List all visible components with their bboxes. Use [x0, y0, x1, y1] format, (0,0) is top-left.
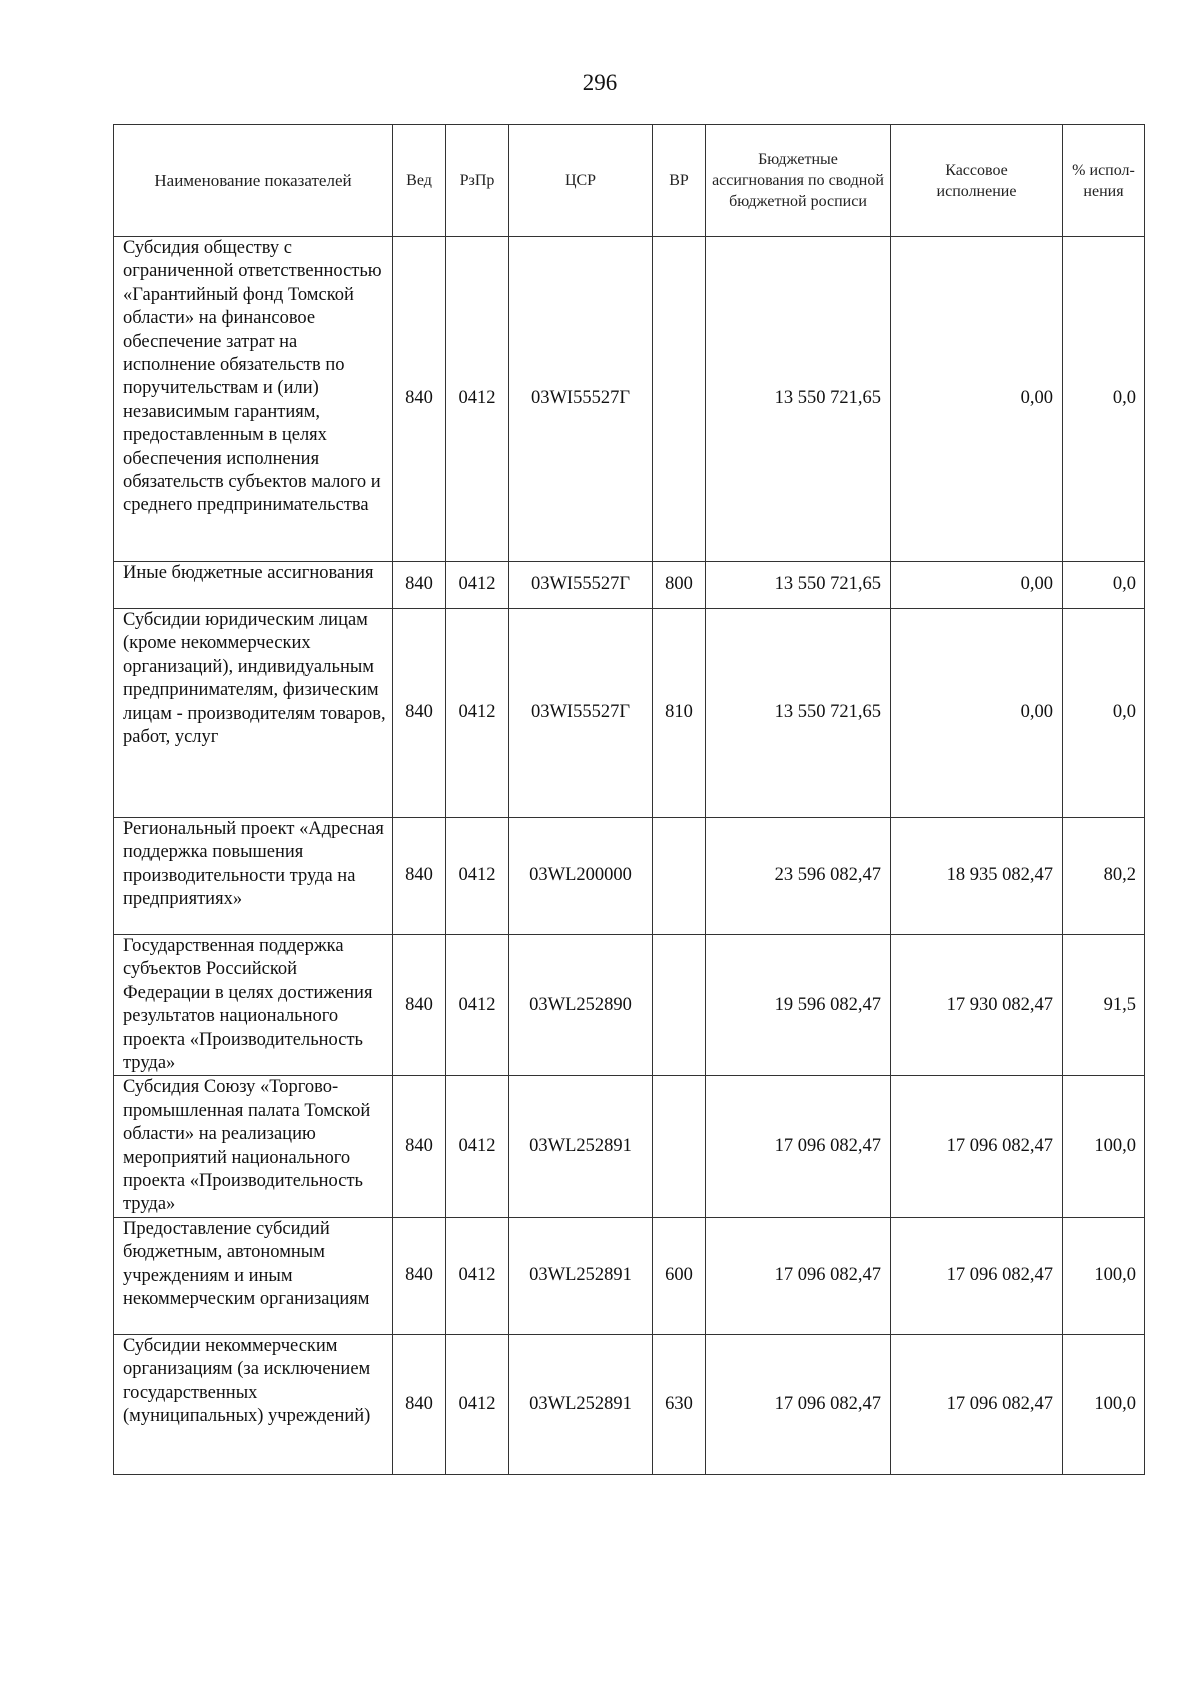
row-percent: 100,0: [1063, 1217, 1145, 1334]
row-cash-execution: 17 096 082,47: [891, 1334, 1063, 1474]
row-name: Субсидии юридическим лицам (кроме некоммерческих организаций), индивидуальным предпринимателям, физическим лицам - производителям товаров, работ, услуг: [114, 609, 393, 818]
header-rzpr: РзПр: [446, 125, 509, 237]
row-vr: 800: [653, 562, 706, 609]
row-assignments: 17 096 082,47: [706, 1076, 891, 1217]
row-ved: 840: [393, 1334, 446, 1474]
row-cash-execution: 17 096 082,47: [891, 1076, 1063, 1217]
table-header-row: [114, 125, 1145, 237]
row-assignments: 13 550 721,65: [706, 562, 891, 609]
row-vr: [653, 237, 706, 562]
row-name: Иные бюджетные ассигнования: [114, 562, 393, 609]
row-ved: 840: [393, 1076, 446, 1217]
row-vr: 630: [653, 1334, 706, 1474]
row-csr: 03WI55527Г: [509, 609, 653, 818]
row-csr: 03WI55527Г: [509, 237, 653, 562]
row-rzpr: 0412: [446, 609, 509, 818]
row-percent: 0,0: [1063, 609, 1145, 818]
row-cash-execution: 18 935 082,47: [891, 818, 1063, 935]
row-name: Субсидия обществу с ограниченной ответственностью «Гарантийный фонд Томской области» на финансовое обеспечение затрат на исполнение обязательств по поручительствам и (или) независимым гарантиям, предоставленным в целях обеспечения исполнения обязательств субъектов малого и среднего предпринимательства: [114, 237, 393, 562]
table-row: [114, 935, 1145, 1076]
row-name: Государственная поддержка субъектов Российской Федерации в целях достижения результатов национального проекта «Производительность труда»: [114, 935, 393, 1076]
row-rzpr: 0412: [446, 1334, 509, 1474]
row-percent: 80,2: [1063, 818, 1145, 935]
row-vr: [653, 818, 706, 935]
row-cash-execution: 0,00: [891, 237, 1063, 562]
row-vr: 600: [653, 1217, 706, 1334]
row-name: Предоставление субсидий бюджетным, автономным учреждениям и иным некоммерческим организациям: [114, 1217, 393, 1334]
table-row: [114, 818, 1145, 935]
row-ved: 840: [393, 818, 446, 935]
header-ved: Вед: [393, 125, 446, 237]
row-ved: 840: [393, 562, 446, 609]
table-row: [114, 609, 1145, 818]
row-csr: 03WI55527Г: [509, 562, 653, 609]
row-vr: [653, 1076, 706, 1217]
row-rzpr: 0412: [446, 818, 509, 935]
row-ved: 840: [393, 935, 446, 1076]
row-rzpr: 0412: [446, 1076, 509, 1217]
header-name: Наименование показателей: [114, 125, 393, 237]
row-percent: 0,0: [1063, 237, 1145, 562]
row-csr: 03WL252891: [509, 1217, 653, 1334]
row-cash-execution: 0,00: [891, 562, 1063, 609]
header-vr: ВР: [653, 125, 706, 237]
row-ved: 840: [393, 237, 446, 562]
table-row: [114, 237, 1145, 562]
row-percent: 91,5: [1063, 935, 1145, 1076]
row-assignments: 23 596 082,47: [706, 818, 891, 935]
header-assignments: Бюджетные ассигнования по сводной бюджетной росписи: [706, 125, 891, 237]
row-rzpr: 0412: [446, 935, 509, 1076]
row-rzpr: 0412: [446, 562, 509, 609]
row-csr: 03WL252891: [509, 1076, 653, 1217]
row-rzpr: 0412: [446, 237, 509, 562]
budget-execution-table: [113, 124, 1145, 1475]
row-csr: 03WL200000: [509, 818, 653, 935]
page-number: 296: [582, 70, 618, 95]
row-name: Субсидия Союзу «Торгово-промышленная палата Томской области» на реализацию мероприятий национального проекта «Производительность труда»: [114, 1076, 393, 1217]
row-assignments: 17 096 082,47: [706, 1334, 891, 1474]
table-row: [114, 1217, 1145, 1334]
row-ved: 840: [393, 609, 446, 818]
row-cash-execution: 0,00: [891, 609, 1063, 818]
row-assignments: 19 596 082,47: [706, 935, 891, 1076]
table-row: [114, 1334, 1145, 1474]
row-percent: 100,0: [1063, 1334, 1145, 1474]
row-assignments: 13 550 721,65: [706, 237, 891, 562]
row-cash-execution: 17 096 082,47: [891, 1217, 1063, 1334]
header-csr: ЦСР: [509, 125, 653, 237]
row-percent: 0,0: [1063, 562, 1145, 609]
row-assignments: 13 550 721,65: [706, 609, 891, 818]
row-rzpr: 0412: [446, 1217, 509, 1334]
row-percent: 100,0: [1063, 1076, 1145, 1217]
header-percent: % испол-нения: [1063, 125, 1145, 237]
row-name: Субсидии некоммерческим организациям (за исключением государственных (муниципальных) учреждений): [114, 1334, 393, 1474]
table-row: [114, 562, 1145, 609]
header-cash-execution: Кассовое исполнение: [891, 125, 1063, 237]
row-vr: 810: [653, 609, 706, 818]
row-vr: [653, 935, 706, 1076]
row-csr: 03WL252890: [509, 935, 653, 1076]
row-cash-execution: 17 930 082,47: [891, 935, 1063, 1076]
row-ved: 840: [393, 1217, 446, 1334]
table-row: [114, 1076, 1145, 1217]
row-assignments: 17 096 082,47: [706, 1217, 891, 1334]
row-csr: 03WL252891: [509, 1334, 653, 1474]
row-name: Региональный проект «Адресная поддержка повышения производительности труда на предприятиях»: [114, 818, 393, 935]
